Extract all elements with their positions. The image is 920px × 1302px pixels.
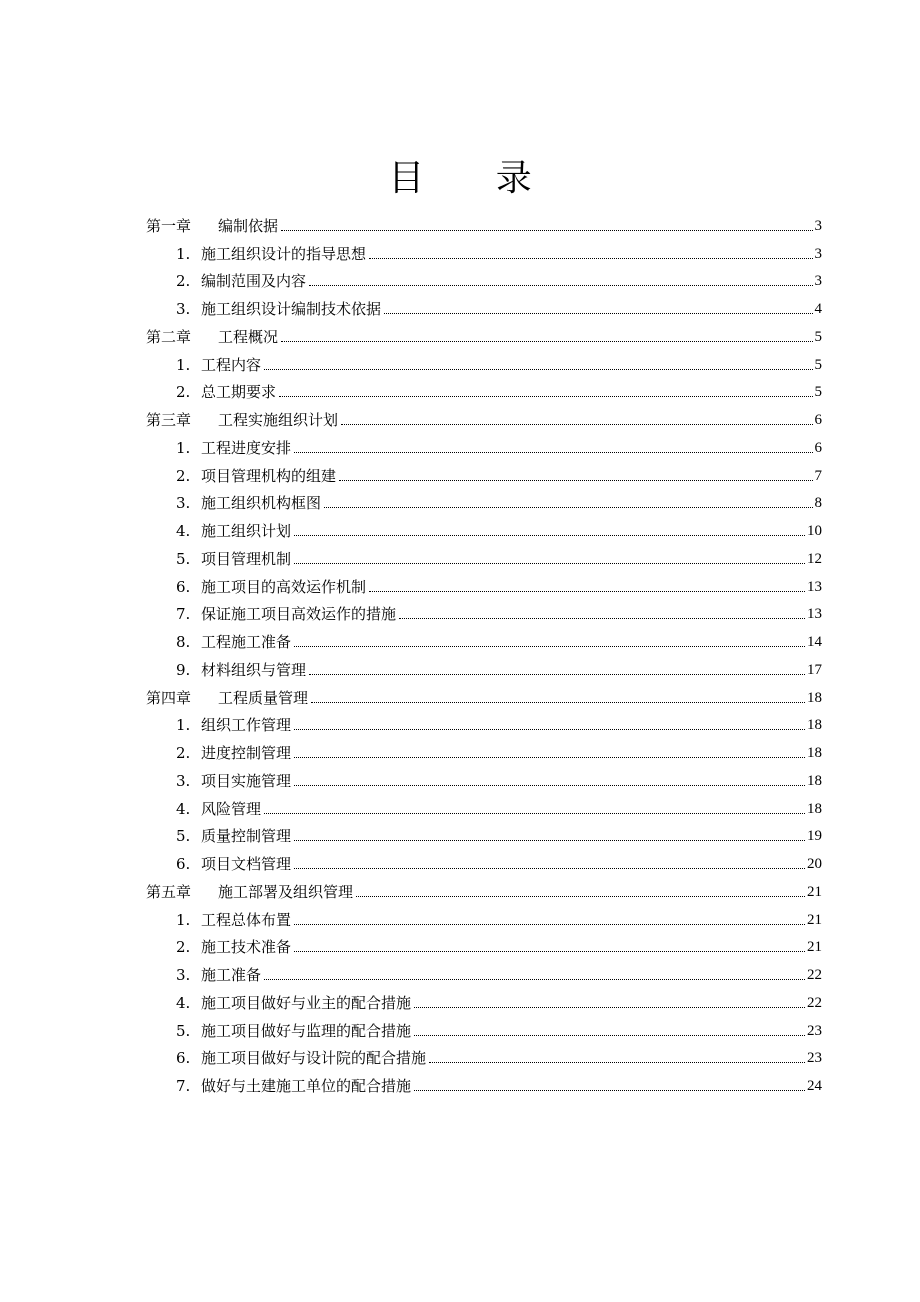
toc-entry-number: 3. <box>176 966 191 984</box>
toc-section-entry[interactable] <box>146 1013 822 1041</box>
toc-entry-label <box>176 743 291 763</box>
toc-entry-label <box>176 715 291 735</box>
toc-page-number: 14 <box>807 634 822 650</box>
table-of-contents <box>146 208 822 1096</box>
toc-entry-text: 保证施工项目高效运作的措施 <box>201 605 397 624</box>
toc-section-entry[interactable] <box>146 624 822 652</box>
toc-dot-leader <box>294 840 805 841</box>
toc-section-entry[interactable] <box>146 763 822 791</box>
toc-page-number: 13 <box>807 578 822 595</box>
toc-entry-text: 项目管理机构的组建 <box>201 466 337 485</box>
toc-entry-number: 2. <box>176 744 191 762</box>
toc-dot-leader <box>264 979 805 980</box>
toc-entry-number: 5. <box>176 1021 191 1040</box>
toc-entry-text: 项目管理机制 <box>201 549 292 568</box>
toc-entry-text: 材料组织与管理 <box>201 660 307 679</box>
toc-page-number: 21 <box>807 939 822 956</box>
toc-entry-label <box>146 216 278 236</box>
toc-entry-label <box>176 493 321 513</box>
toc-dot-leader <box>339 480 812 481</box>
toc-page-number: 8 <box>814 495 822 512</box>
toc-section-entry[interactable] <box>146 513 822 541</box>
toc-page-number: 24 <box>807 1078 822 1094</box>
toc-dot-leader <box>294 785 805 786</box>
toc-entry-label <box>146 882 353 902</box>
toc-entry-text: 工程实施组织计划 <box>218 411 339 429</box>
toc-section-entry[interactable] <box>146 846 822 874</box>
toc-entry-number: 8. <box>176 633 191 651</box>
toc-entry-number: 3. <box>176 771 191 790</box>
toc-dot-leader <box>294 868 805 869</box>
toc-entry-number: 1. <box>176 716 191 735</box>
toc-entry-label <box>176 660 306 680</box>
toc-page-number: 12 <box>807 550 822 567</box>
toc-entry-label <box>176 910 291 930</box>
toc-dot-leader <box>311 702 805 703</box>
toc-entry-number: 第一章 <box>146 216 192 235</box>
toc-entry-text: 组织工作管理 <box>201 716 292 735</box>
toc-dot-leader <box>356 896 805 897</box>
toc-entry-number: 7. <box>176 1077 191 1095</box>
toc-entry-label <box>176 1021 411 1041</box>
toc-page-number: 22 <box>807 967 822 983</box>
toc-page-number: 3 <box>814 245 822 262</box>
toc-section-entry[interactable] <box>146 541 822 569</box>
toc-dot-leader <box>294 563 805 564</box>
toc-entry-label <box>176 965 261 985</box>
toc-section-entry[interactable] <box>146 735 822 763</box>
toc-entry-label <box>176 244 366 264</box>
toc-dot-leader <box>279 396 812 397</box>
toc-entry-number: 第二章 <box>146 327 192 346</box>
toc-dot-leader <box>309 674 805 675</box>
toc-section-entry[interactable] <box>146 930 822 958</box>
toc-entry-text: 施工组织设计编制技术依据 <box>201 300 382 318</box>
toc-entry-label <box>176 771 291 791</box>
toc-section-entry[interactable] <box>146 819 822 847</box>
toc-page-number: 23 <box>807 1050 822 1067</box>
toc-entry-label <box>176 521 291 541</box>
toc-section-entry[interactable] <box>146 902 822 930</box>
toc-entry-number: 1. <box>176 355 191 374</box>
toc-entry-number: 4. <box>176 993 191 1012</box>
toc-section-entry[interactable] <box>146 791 822 819</box>
toc-entry-text: 施工项目做好与设计院的配合措施 <box>201 1049 427 1068</box>
toc-page-number: 3 <box>814 217 822 234</box>
toc-entry-number: 1. <box>176 910 191 929</box>
toc-entry-number: 2. <box>176 272 191 291</box>
toc-page-number: 13 <box>807 606 822 623</box>
toc-section-entry[interactable] <box>146 375 822 403</box>
toc-entry-number: 2. <box>176 383 191 402</box>
toc-dot-leader <box>399 618 805 619</box>
toc-page-number: 6 <box>814 439 822 456</box>
toc-entry-number: 3. <box>176 494 191 513</box>
toc-page-number: 4 <box>814 301 822 317</box>
toc-entry-label <box>176 1076 411 1096</box>
toc-entry-label <box>176 549 291 569</box>
toc-page-number: 21 <box>807 883 822 900</box>
toc-entry-label <box>176 355 261 375</box>
toc-entry-number: 6. <box>176 1049 191 1068</box>
toc-page-number: 18 <box>807 800 822 817</box>
toc-entry-label <box>176 466 336 486</box>
toc-chapter-entry[interactable] <box>146 680 822 708</box>
toc-dot-leader <box>414 1035 805 1036</box>
toc-page-number: 18 <box>807 772 822 789</box>
toc-dot-leader <box>281 341 812 342</box>
toc-entry-number: 第三章 <box>146 411 192 429</box>
toc-entry-text: 工程施工准备 <box>201 633 292 651</box>
toc-entry-text: 进度控制管理 <box>201 744 292 762</box>
toc-entry-text: 风险管理 <box>201 799 262 818</box>
toc-entry-number: 5. <box>176 827 191 846</box>
toc-page-number: 21 <box>807 911 822 928</box>
toc-entry-label <box>176 604 396 624</box>
toc-entry-number: 6. <box>176 855 191 873</box>
toc-entry-number: 2. <box>176 466 191 485</box>
toc-entry-number: 1. <box>176 244 191 263</box>
toc-dot-leader <box>294 951 805 952</box>
toc-dot-leader <box>294 924 805 925</box>
toc-entry-label <box>176 271 306 291</box>
toc-entry-number: 2. <box>176 938 191 957</box>
toc-entry-text: 工程总体布置 <box>201 910 292 929</box>
toc-page-number: 10 <box>807 523 822 539</box>
toc-page-number: 20 <box>807 856 822 872</box>
toc-section-entry[interactable] <box>146 957 822 985</box>
toc-entry-label <box>176 799 261 819</box>
toc-entry-label <box>176 826 291 846</box>
toc-section-entry[interactable] <box>146 486 822 514</box>
toc-entry-label <box>176 854 291 874</box>
toc-entry-number: 7. <box>176 605 191 624</box>
toc-dot-leader <box>294 535 805 536</box>
toc-entry-text: 工程质量管理 <box>218 688 309 707</box>
toc-page-number: 23 <box>807 1022 822 1039</box>
toc-entry-text: 做好与土建施工单位的配合措施 <box>201 1077 412 1095</box>
toc-entry-number: 4. <box>176 522 191 540</box>
toc-entry-label <box>146 688 308 708</box>
toc-entry-text: 施工项目的高效运作机制 <box>201 577 367 596</box>
toc-dot-leader <box>281 230 812 231</box>
toc-section-entry[interactable] <box>146 291 822 319</box>
toc-entry-label <box>176 937 291 957</box>
toc-page-number: 18 <box>807 689 822 706</box>
toc-dot-leader <box>341 424 812 425</box>
toc-entry-text: 工程内容 <box>201 355 262 374</box>
toc-entry-label <box>176 438 291 458</box>
toc-entry-number: 4. <box>176 799 191 818</box>
toc-section-entry[interactable] <box>146 652 822 680</box>
toc-dot-leader <box>414 1007 805 1008</box>
toc-entry-text: 项目实施管理 <box>201 771 292 790</box>
toc-dot-leader <box>369 591 805 592</box>
toc-dot-leader <box>429 1062 805 1063</box>
toc-page-number: 3 <box>814 273 822 290</box>
page-title: 目 录 <box>388 158 562 199</box>
toc-entry-text: 施工部署及组织管理 <box>218 882 354 901</box>
toc-entry-label <box>176 632 291 652</box>
toc-entry-text: 施工组织设计的指导思想 <box>201 244 367 263</box>
toc-entry-text: 编制范围及内容 <box>201 272 307 291</box>
toc-entry-text: 施工准备 <box>201 966 262 984</box>
toc-entry-number: 9. <box>176 660 191 679</box>
toc-entry-text: 施工技术准备 <box>201 938 292 957</box>
toc-entry-number: 1. <box>176 438 191 457</box>
toc-section-entry[interactable] <box>146 264 822 292</box>
toc-entry-label <box>176 1048 426 1068</box>
toc-entry-text: 工程概况 <box>218 327 279 346</box>
toc-page-number: 18 <box>807 717 822 734</box>
toc-page-number: 19 <box>807 828 822 845</box>
toc-dot-leader <box>294 729 805 730</box>
toc-chapter-entry[interactable] <box>146 874 822 902</box>
toc-section-entry[interactable] <box>146 236 822 264</box>
toc-entry-number: 第四章 <box>146 688 192 707</box>
toc-dot-leader <box>369 258 812 259</box>
toc-section-entry[interactable] <box>146 430 822 458</box>
toc-page-number: 6 <box>814 412 822 428</box>
toc-dot-leader <box>414 1090 805 1091</box>
toc-section-entry[interactable] <box>146 985 822 1013</box>
toc-entry-text: 总工期要求 <box>201 383 277 402</box>
toc-entry-number: 3. <box>176 300 191 318</box>
toc-dot-leader <box>384 313 812 314</box>
toc-page-number: 17 <box>807 661 822 678</box>
toc-entry-text: 施工组织机构框图 <box>201 494 322 513</box>
toc-section-entry[interactable] <box>146 569 822 597</box>
toc-page-number: 22 <box>807 994 822 1011</box>
toc-dot-leader <box>294 452 812 453</box>
toc-page-number: 7 <box>814 467 822 484</box>
toc-chapter-entry[interactable] <box>146 319 822 347</box>
toc-entry-label <box>176 299 381 319</box>
toc-section-entry[interactable] <box>146 458 822 486</box>
toc-entry-label <box>176 993 411 1013</box>
toc-chapter-entry[interactable] <box>146 208 822 236</box>
toc-entry-text: 工程进度安排 <box>201 438 292 457</box>
toc-section-entry[interactable] <box>146 347 822 375</box>
toc-page-number: 5 <box>814 328 822 345</box>
toc-section-entry[interactable] <box>146 1068 822 1096</box>
toc-entry-text: 编制依据 <box>218 216 279 235</box>
toc-entry-number: 5. <box>176 549 191 568</box>
toc-entry-label <box>146 327 278 347</box>
toc-page-number: 18 <box>807 745 822 761</box>
toc-dot-leader <box>309 285 812 286</box>
toc-dot-leader <box>294 646 805 647</box>
toc-entry-text: 项目文档管理 <box>201 855 292 873</box>
toc-entry-label <box>146 410 338 430</box>
toc-entry-label <box>176 382 276 402</box>
toc-entry-text: 质量控制管理 <box>201 827 292 846</box>
toc-dot-leader <box>264 369 812 370</box>
toc-entry-text: 施工组织计划 <box>201 522 292 540</box>
toc-page-number: 5 <box>814 356 822 373</box>
toc-section-entry[interactable] <box>146 708 822 736</box>
toc-dot-leader <box>324 507 812 508</box>
toc-entry-number: 第五章 <box>146 882 192 901</box>
toc-section-entry[interactable] <box>146 1041 822 1069</box>
toc-entry-number: 6. <box>176 577 191 596</box>
toc-entry-label <box>176 577 366 597</box>
toc-entry-text: 施工项目做好与业主的配合措施 <box>201 993 412 1012</box>
toc-chapter-entry[interactable] <box>146 402 822 430</box>
toc-dot-leader <box>294 757 805 758</box>
toc-entry-text: 施工项目做好与监理的配合措施 <box>201 1021 412 1040</box>
toc-page-number: 5 <box>814 384 822 401</box>
toc-dot-leader <box>264 813 805 814</box>
toc-section-entry[interactable] <box>146 597 822 625</box>
